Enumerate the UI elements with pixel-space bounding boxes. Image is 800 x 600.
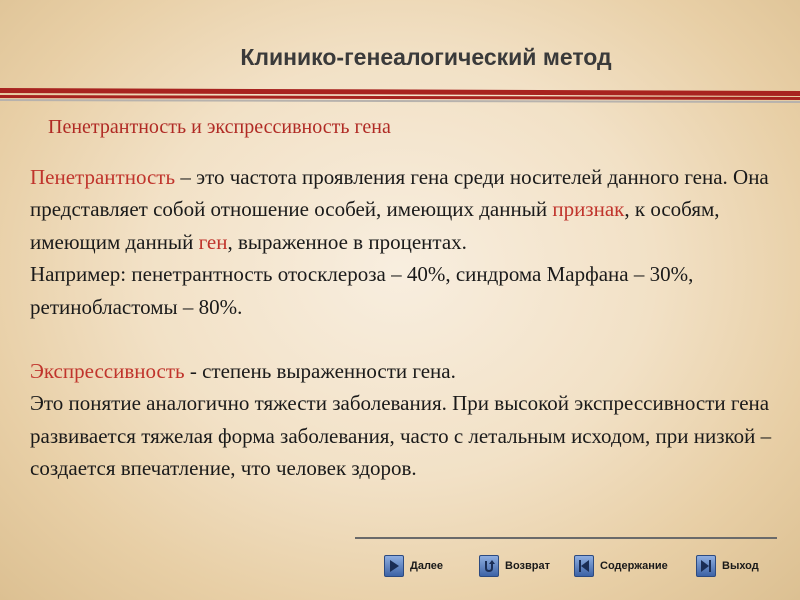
skip-forward-icon xyxy=(696,555,716,577)
highlight-trait: признак xyxy=(552,197,625,222)
penetrance-text-a: – это частота проявления гена среди носителей данного гена. Она представляет собой отношение особей, имеющих данный xyxy=(30,165,769,222)
back-button[interactable] xyxy=(479,554,550,578)
slide-body xyxy=(30,161,775,485)
expressivity-text-a: - степень выраженности гена. xyxy=(184,359,456,384)
term-penetrance: Пенетрантность xyxy=(30,165,176,189)
play-triangle-icon xyxy=(384,555,404,577)
example-paragraph: Например: пенетрантность отосклероза – 40%, синдрома Марфана – 30%, ретинобластомы – 80%. xyxy=(30,262,694,319)
term-expressivity: Экспрессивность xyxy=(30,359,185,384)
penetrance-text-b: , к особям, имеющим данный xyxy=(30,197,720,254)
exit-button[interactable] xyxy=(696,554,759,578)
next-button[interactable] xyxy=(384,554,443,578)
expressivity-paragraph xyxy=(30,355,775,387)
nav-divider xyxy=(355,537,777,539)
expressivity-explanation: Это понятие аналогично тяжести заболевания. При высокой экспрессивности гена развивается тяжелая форма заболевания, часто с летальным исходом, при низкой – создается впечатление, что человек здоров. xyxy=(30,391,772,481)
back-label: Возврат xyxy=(505,560,550,572)
penetrance-text-c: , выраженное в процентах. xyxy=(227,229,467,254)
skip-back-icon xyxy=(574,555,594,577)
penetrance-paragraph xyxy=(30,161,775,258)
next-label: Далее xyxy=(410,560,444,572)
slide-title: Клинико-генеалогический метод xyxy=(240,44,612,70)
exit-label: Выход xyxy=(722,560,759,572)
return-arrow-icon xyxy=(479,555,499,577)
contents-label: Содержание xyxy=(600,560,668,572)
contents-button[interactable] xyxy=(574,554,668,578)
paragraph-gap xyxy=(30,323,775,355)
slide-subtitle: Пенетрантность и экспрессивность гена xyxy=(48,116,391,138)
highlight-gene: ген xyxy=(198,229,228,254)
